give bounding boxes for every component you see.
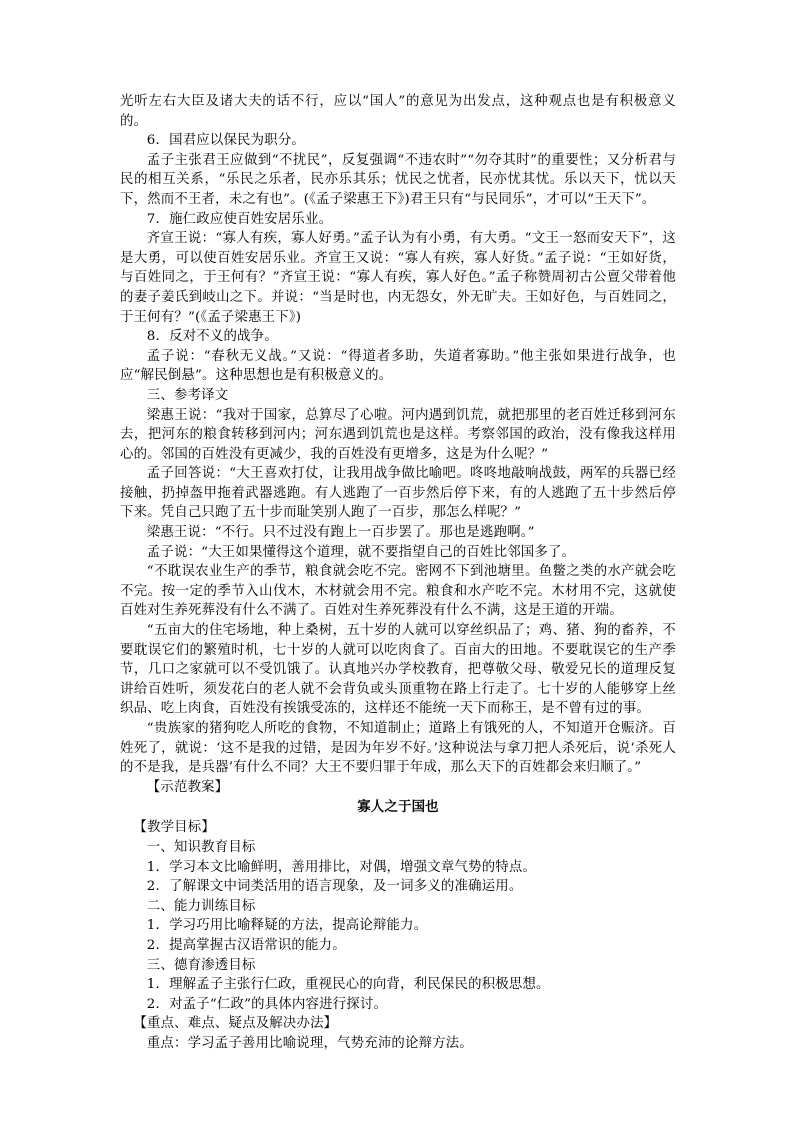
paragraph: 【示范教案】: [146, 779, 229, 795]
paragraph: 孟子说：“春秋无义战。”又说：“得道者多助，失道者寡助。”他主张如果进行战争，也应“解民倒悬”。这种思想也是有积极意义的。: [120, 348, 676, 384]
document-page: [120, 92, 676, 1054]
paragraph: 梁惠王说：“我对于国家，总算尽了心啦。河内遇到饥荒，就把那里的老百姓迁移到河东去，把河东的粮食转移到河内；河东遇到饥荒也是这样。考察邻国的政治，没有像我这样用心的。邻国的百姓没有更减少，我的百姓没有更增多，这是为什么呢？”: [120, 407, 676, 462]
paragraph: 【重点、难点、疑点及解决办法】: [133, 1016, 338, 1032]
paragraph: 1．学习巧用比喻释疑的方法，提高论辩能力。: [146, 918, 428, 934]
paragraph: 2．提高掌握古汉语常识的能力。: [146, 937, 346, 953]
paragraph: 孟子说：“大王如果懂得这个道理，就不要指望自己的百姓比邻国多了。: [146, 544, 576, 560]
paragraph: 7．施仁政应使百姓安居乐业。: [146, 211, 333, 227]
paragraph: 8．反对不义的战争。: [146, 329, 278, 345]
lesson-title: 寡人之于国也: [357, 800, 439, 816]
paragraph: “五亩大的住宅场地，种上桑树，五十岁的人就可以穿丝织品了；鸡、猪、狗的畜养，不要耽误它们的繁殖时机，七十岁的人就可以吃肉食了。百亩大的田地。不要耽误它的生产季节，几口之家就可以不受饥饿了。认真地兴办学校教育，把尊敬父母、敬爱兄长的道理反复讲给百姓听，须发花白的老人就不会背负或头顶重物在路上行走了。七十岁的人能够穿上丝织品、吃上肉食，百姓没有挨饿受冻的，这样还不能统一天下而称王，是不曾有过的事。: [120, 623, 676, 717]
paragraph: 二、能力训练目标: [146, 898, 256, 914]
paragraph: “贵族家的猪狗吃人所吃的食物，不知道制止；道路上有饿死的人，不知道开仓赈济。百姓死了，就说：‘这不是我的过错，是因为年岁不好。’这种说法与拿刀把人杀死后，说‘杀死人的不是我，是兵器’有什么不同？大王不要归罪于年成，那么天下的百姓都会来归顺了。”: [120, 721, 676, 776]
paragraph: 1．理解孟子主张行仁政，重视民心的向背，利民保民的积极思想。: [146, 977, 550, 993]
paragraph: 光听左右大臣及诸大夫的话不行，应以“国人”的意见为出发点，这种观点也是有积极意义的。: [120, 94, 676, 129]
paragraph: 孟子主张君王应做到“不扰民”，反复强调“不违农时”“勿夺其时”的重要性；又分析君与民的相互关系，“乐民之乐者，民亦乐其乐；忧民之忧者，民亦忧其忧。乐以天下，忧以天下，然而不王者，未之有也”。(《孟子梁惠王下》)君王只有“与民同乐”，才可以“王天下”。: [120, 152, 676, 207]
paragraph: 一、知识教育目标: [146, 839, 256, 855]
paragraph: 三、德育渗透目标: [146, 957, 256, 973]
paragraph: 【教学目标】: [133, 820, 215, 836]
paragraph: 齐宣王说：“寡人有疾，寡人好勇。”孟子认为有小勇，有大勇。“文王一怒而安天下”，这是大勇，可以使百姓安居乐业。齐宣王又说：“寡人有疾，寡人好货。”孟子说：“王如好货，与百姓同之，于王何有？”齐宣王说：“寡人有疾，寡人好色。”孟子称赞周初古公亶父带着他的妻子姜氏到岐山之下。并说：“当是时也，内无怨女，外无旷夫。王如好色，与百姓同之，于王何有？”(《孟子梁惠王下》): [120, 231, 676, 325]
paragraph: 6．国君应以保民为职分。: [146, 133, 306, 149]
paragraph: 梁惠王说：“不行。只不过没有跑上一百步罢了。那也是逃跑啊。”: [146, 525, 535, 541]
paragraph: 重点：学习孟子善用比喻说理，气势充沛的论辩方法。: [146, 1035, 473, 1051]
paragraph: 2．了解课文中词类活用的语言现象，及一词多义的准确运用。: [146, 879, 523, 895]
paragraph: 1．学习本文比喻鲜明，善用排比，对偶，增强文章气势的特点。: [146, 859, 537, 875]
paragraph: 2．对孟子“仁政”的具体内容进行探讨。: [146, 996, 388, 1012]
paragraph: 三、参考译文: [146, 387, 229, 403]
paragraph: 孟子回答说：“大王喜欢打仗，让我用战争做比喻吧。咚咚地敲响战鼓，两军的兵器已经接触，扔掉盔甲拖着武器逃跑。有人逃跑了一百步然后停下来，有的人逃跑了五十步然后停下来。凭自己只跑了五十步而耻笑别人跑了一百步，那怎么样呢？”: [120, 466, 676, 521]
paragraph: “不耽误农业生产的季节，粮食就会吃不完。密网不下到池塘里。鱼鳖之类的水产就会吃不完。按一定的季节入山伐木，木材就会用不完。粮食和水产吃不完。木材用不完，这就使百姓对生养死葬没有什么不满了。百姓对生养死葬没有什么不满，这是王道的开端。: [120, 564, 676, 619]
